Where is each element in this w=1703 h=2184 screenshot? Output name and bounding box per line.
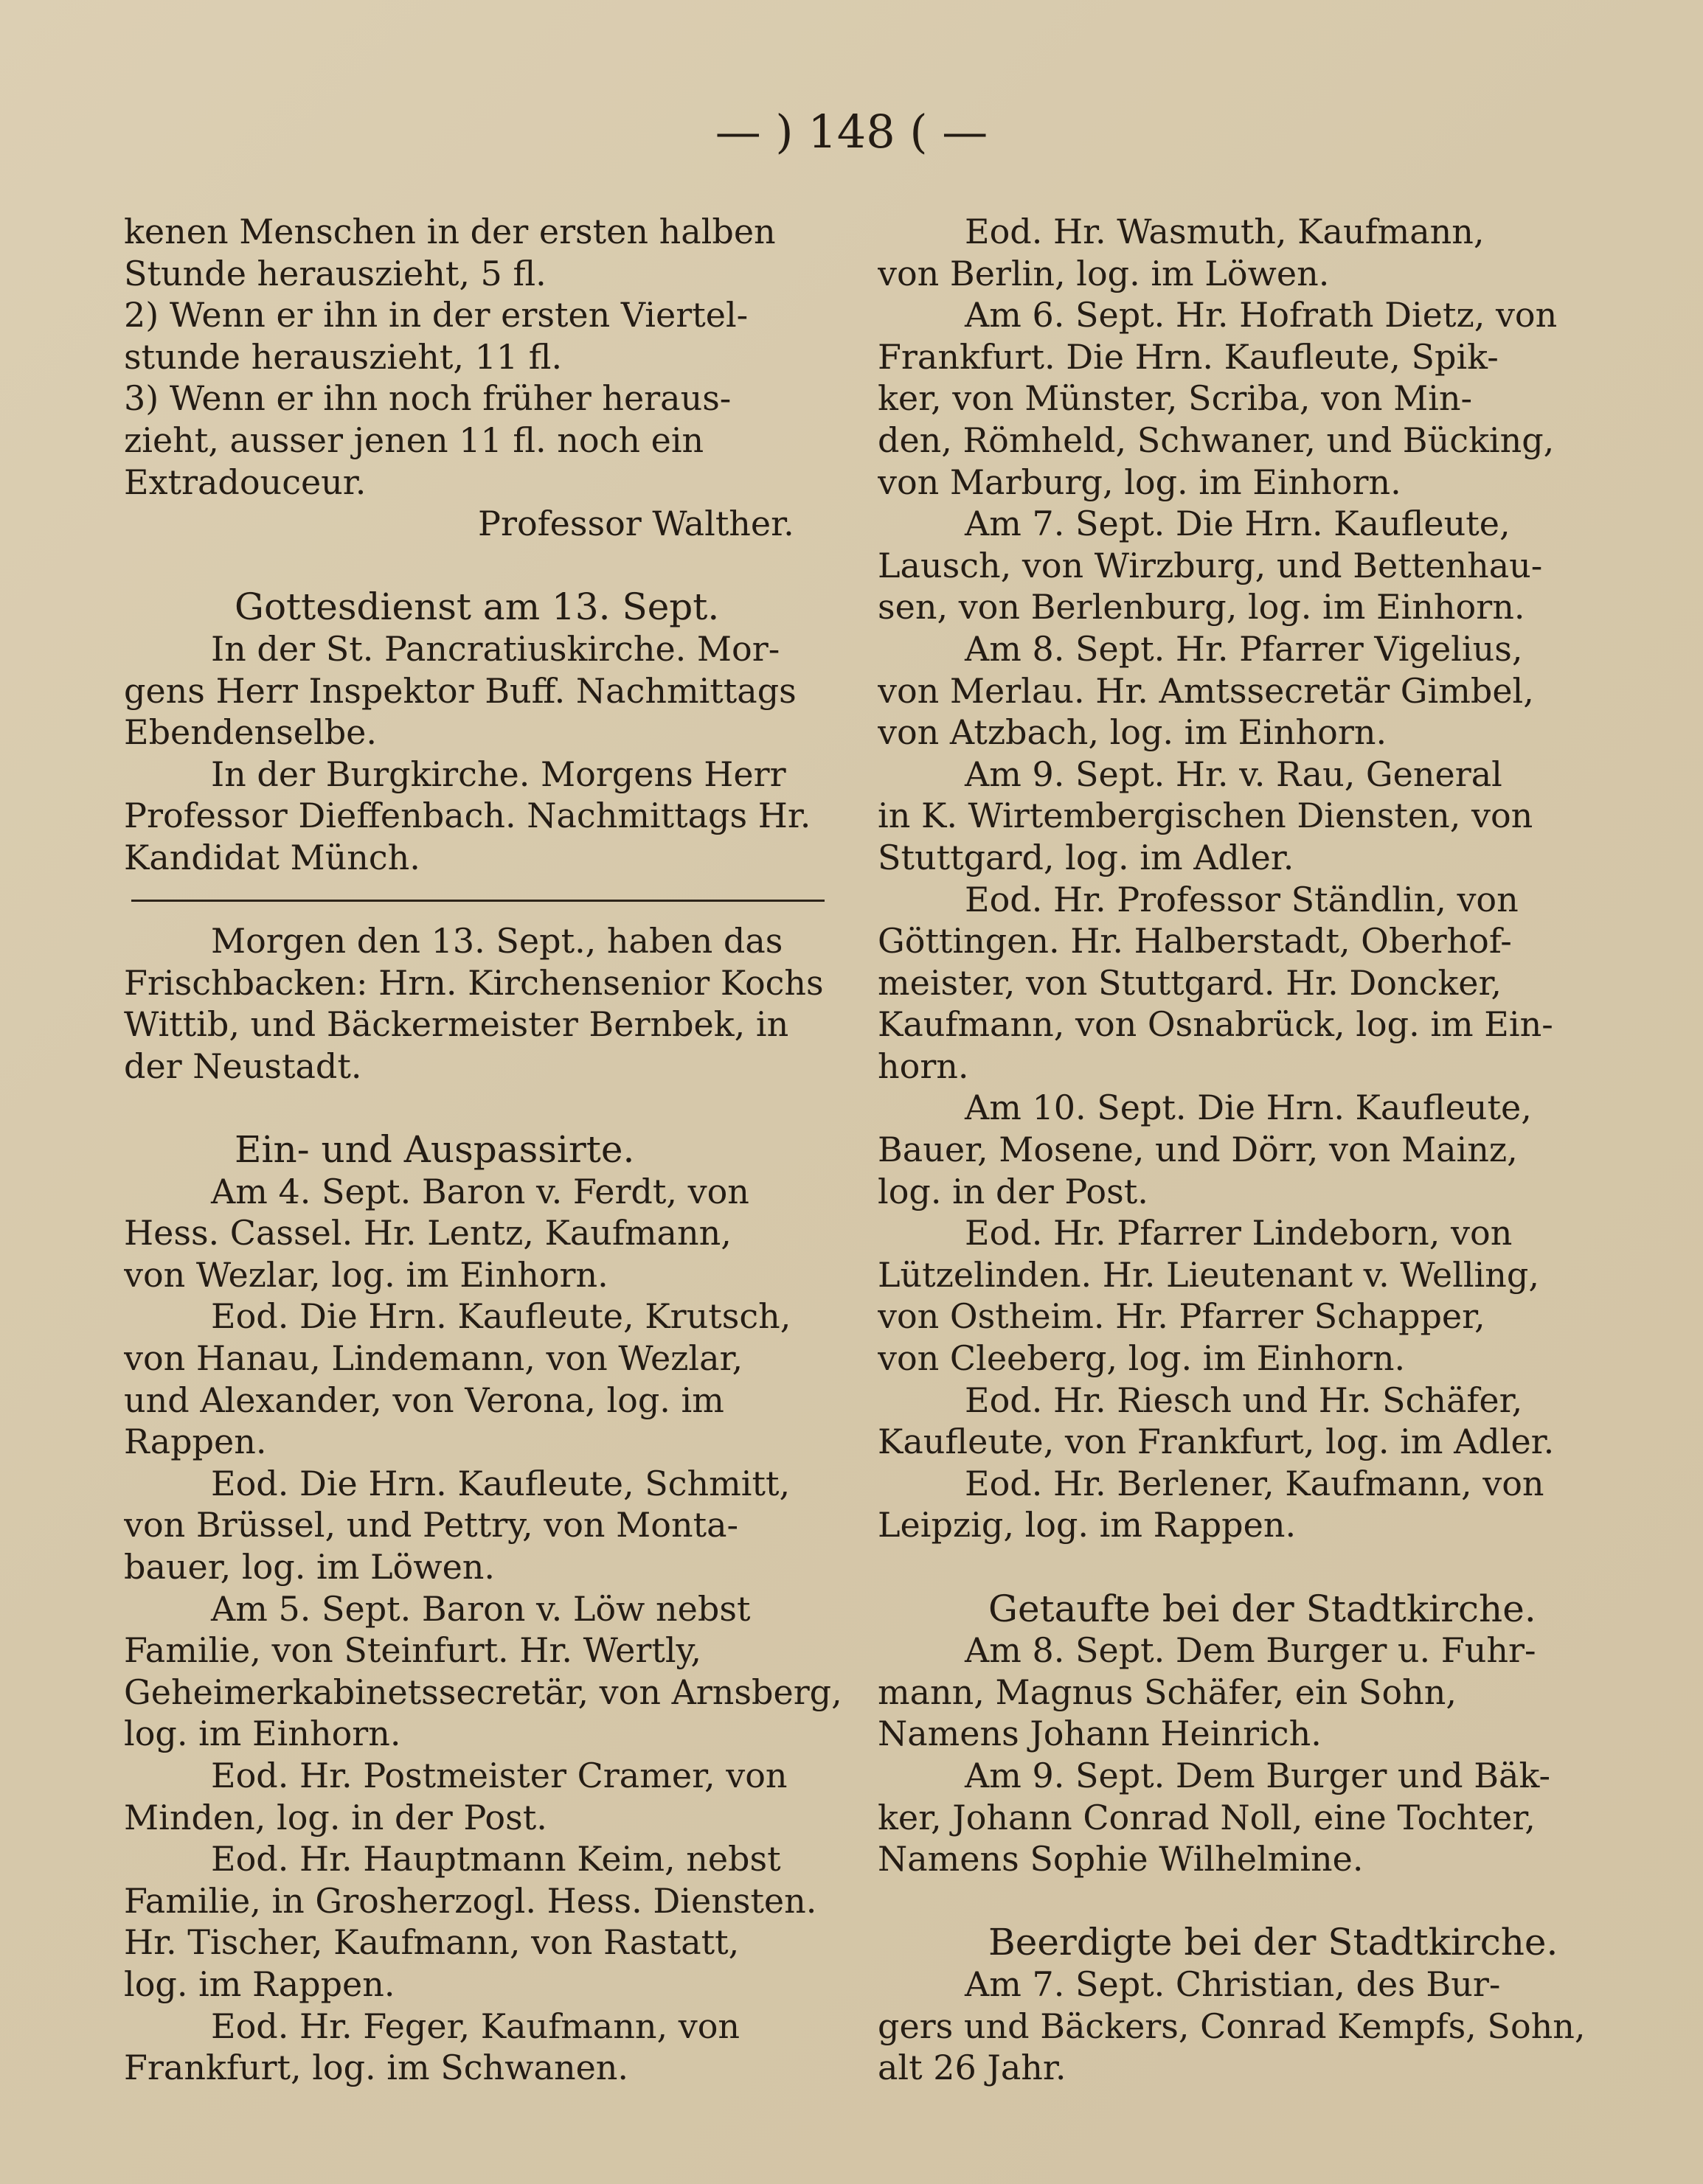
section-heading: Gottesdienst am 13. Sept. bbox=[235, 586, 720, 628]
text-line: Am 10. Sept. Die Hrn. Kaufleute, bbox=[965, 1088, 1532, 1128]
text-line: von Berlin, log. im Löwen. bbox=[878, 253, 1330, 293]
text-line: Eod. Hr. Pfarrer Lindeborn, von bbox=[965, 1213, 1513, 1253]
text-line: Minden, log. in der Post. bbox=[124, 1797, 547, 1837]
text-line: gers und Bäckers, Conrad Kempfs, Sohn, bbox=[878, 2006, 1586, 2046]
text-line: kenen Menschen in der ersten halben bbox=[124, 212, 776, 251]
text-line: Am 8. Sept. Dem Burger u. Fuhr- bbox=[965, 1630, 1536, 1671]
text-line: von Atzbach, log. im Einhorn. bbox=[878, 712, 1387, 753]
text-line: Familie, in Grosherzogl. Hess. Diensten. bbox=[124, 1880, 817, 1921]
text-line: Am 9. Sept. Hr. v. Rau, General bbox=[965, 754, 1502, 794]
text-line: Eod. Hr. Professor Ständlin, von bbox=[965, 879, 1519, 919]
section-heading: Beerdigte bei der Stadtkirche. bbox=[988, 1922, 1558, 1964]
text-line: von Brüssel, und Pettry, von Monta- bbox=[124, 1505, 739, 1545]
divider-rule bbox=[131, 900, 825, 902]
text-line: ker, Johann Conrad Noll, eine Tochter, bbox=[878, 1797, 1536, 1837]
text-line: von Merlau. Hr. Amtssecretär Gimbel, bbox=[878, 670, 1534, 711]
text-line: von Hanau, Lindemann, von Wezlar, bbox=[124, 1338, 743, 1379]
text-line: Professor Dieffenbach. Nachmittags Hr. bbox=[124, 796, 811, 836]
spacer bbox=[124, 545, 847, 587]
text-line: Am 7. Sept. Christian, des Bur- bbox=[965, 1964, 1501, 2004]
text-line: Am 8. Sept. Hr. Pfarrer Vigelius, bbox=[965, 628, 1523, 669]
text-line: Am 4. Sept. Baron v. Ferdt, von bbox=[211, 1171, 749, 1211]
text-line: Am 7. Sept. Die Hrn. Kaufleute, bbox=[965, 504, 1510, 544]
section-heading: Ein- und Auspassirte. bbox=[235, 1129, 635, 1171]
text-line: alt 26 Jahr. bbox=[878, 2048, 1066, 2088]
text-line: den, Römheld, Schwaner, und Bücking, bbox=[878, 420, 1555, 460]
text-line: Bauer, Mosene, und Dörr, von Mainz, bbox=[878, 1130, 1518, 1170]
text-line: log. im Einhorn. bbox=[124, 1714, 401, 1754]
text-line: Lützelinden. Hr. Lieutenant v. Welling, bbox=[878, 1254, 1539, 1295]
text-line: sen, von Berlenburg, log. im Einhorn. bbox=[878, 587, 1525, 627]
text-line: Leipzig, log. im Rappen. bbox=[878, 1505, 1297, 1545]
text-line: Namens Johann Heinrich. bbox=[878, 1714, 1322, 1754]
text-line: Stunde herauszieht, 5 fl. bbox=[124, 253, 547, 293]
text-line: Frankfurt. Die Hrn. Kaufleute, Spik- bbox=[878, 336, 1499, 377]
text-line: Kaufleute, von Frankfurt, log. im Adler. bbox=[878, 1422, 1555, 1462]
text-line: Wittib, und Bäckermeister Bernbek, in bbox=[124, 1004, 789, 1045]
text-line: Frankfurt, log. im Schwanen. bbox=[124, 2048, 629, 2088]
text-line: Extradouceur. bbox=[124, 462, 367, 502]
text-line: von Ostheim. Hr. Pfarrer Schapper, bbox=[878, 1296, 1485, 1337]
text-line: Morgen den 13. Sept., haben das bbox=[211, 921, 783, 961]
text-line: meister, von Stuttgard. Hr. Doncker, bbox=[878, 962, 1502, 1003]
text-line: von Wezlar, log. im Einhorn. bbox=[124, 1254, 608, 1295]
page-number: — ) 148 ( — bbox=[715, 105, 988, 159]
left-column bbox=[124, 211, 847, 2089]
text-line: log. im Rappen. bbox=[124, 1964, 395, 2004]
text-line: Rappen. bbox=[124, 1422, 267, 1462]
text-line: gens Herr Inspektor Buff. Nachmittags bbox=[124, 670, 797, 711]
text-line: Kaufmann, von Osnabrück, log. im Ein- bbox=[878, 1004, 1553, 1045]
text-line: 2) Wenn er ihn in der ersten Viertel- bbox=[124, 295, 749, 335]
divider bbox=[124, 879, 847, 921]
text-line: horn. bbox=[878, 1046, 969, 1086]
text-line: Eod. Hr. Postmeister Cramer, von bbox=[211, 1755, 788, 1795]
text-line: in K. Wirtembergischen Diensten, von bbox=[878, 796, 1533, 836]
text-line: 3) Wenn er ihn noch früher heraus- bbox=[124, 378, 732, 419]
text-line: der Neustadt. bbox=[124, 1046, 362, 1086]
text-line: zieht, ausser jenen 11 fl. noch ein bbox=[124, 420, 704, 460]
text-line: log. in der Post. bbox=[878, 1171, 1148, 1211]
signature-line: Professor Walther. bbox=[478, 504, 794, 544]
text-line: Namens Sophie Wilhelmine. bbox=[878, 1839, 1364, 1879]
text-line: bauer, log. im Löwen. bbox=[124, 1547, 496, 1587]
section-heading: Getaufte bei der Stadtkirche. bbox=[988, 1587, 1536, 1630]
text-line: Eod. Die Hrn. Kaufleute, Schmitt, bbox=[211, 1463, 791, 1503]
text-line: von Marburg, log. im Einhorn. bbox=[878, 462, 1401, 502]
right-column bbox=[878, 211, 1600, 2089]
text-line: Hess. Cassel. Hr. Lentz, Kaufmann, bbox=[124, 1213, 732, 1253]
text-line: Frischbacken: Hrn. Kirchensenior Kochs bbox=[124, 962, 824, 1003]
text-line: In der St. Pancratiuskirche. Mor- bbox=[211, 628, 780, 669]
text-line: Ebendenselbe. bbox=[124, 712, 378, 753]
text-line: Eod. Hr. Riesch und Hr. Schäfer, bbox=[965, 1380, 1523, 1420]
text-line: Familie, von Steinfurt. Hr. Wertly, bbox=[124, 1630, 702, 1671]
text-line: Hr. Tischer, Kaufmann, von Rastatt, bbox=[124, 1922, 740, 1963]
text-line: Am 5. Sept. Baron v. Löw nebst bbox=[211, 1588, 751, 1629]
text-line: Göttingen. Hr. Halberstadt, Oberhof- bbox=[878, 921, 1512, 961]
text-line: Eod. Hr. Wasmuth, Kaufmann, bbox=[965, 212, 1485, 251]
text-line: Geheimerkabinetssecretär, von Arnsberg, bbox=[124, 1672, 842, 1712]
text-line: und Alexander, von Verona, log. im bbox=[124, 1380, 724, 1420]
spacer bbox=[878, 1880, 1600, 1922]
text-line: Eod. Die Hrn. Kaufleute, Krutsch, bbox=[211, 1296, 791, 1337]
text-line: Eod. Hr. Hauptmann Keim, nebst bbox=[211, 1839, 781, 1879]
text-line: Kandidat Münch. bbox=[124, 837, 420, 877]
text-line: Lausch, von Wirzburg, und Bettenhau- bbox=[878, 545, 1543, 585]
text-line: Eod. Hr. Berlener, Kaufmann, von bbox=[965, 1463, 1544, 1503]
text-line: Am 9. Sept. Dem Burger und Bäk- bbox=[965, 1755, 1551, 1795]
text-line: Am 6. Sept. Hr. Hofrath Dietz, von bbox=[965, 295, 1558, 335]
text-line: stunde herauszieht, 11 fl. bbox=[124, 336, 563, 377]
spacer bbox=[124, 1087, 847, 1129]
text-line: ker, von Münster, Scriba, von Min- bbox=[878, 378, 1473, 419]
spacer bbox=[878, 1546, 1600, 1588]
text-line: Stuttgard, log. im Adler. bbox=[878, 837, 1294, 877]
text-line: Eod. Hr. Feger, Kaufmann, von bbox=[211, 2006, 740, 2046]
text-line: In der Burgkirche. Morgens Herr bbox=[211, 754, 786, 794]
text-line: mann, Magnus Schäfer, ein Sohn, bbox=[878, 1672, 1457, 1712]
text-line: von Cleeberg, log. im Einhorn. bbox=[878, 1338, 1406, 1379]
